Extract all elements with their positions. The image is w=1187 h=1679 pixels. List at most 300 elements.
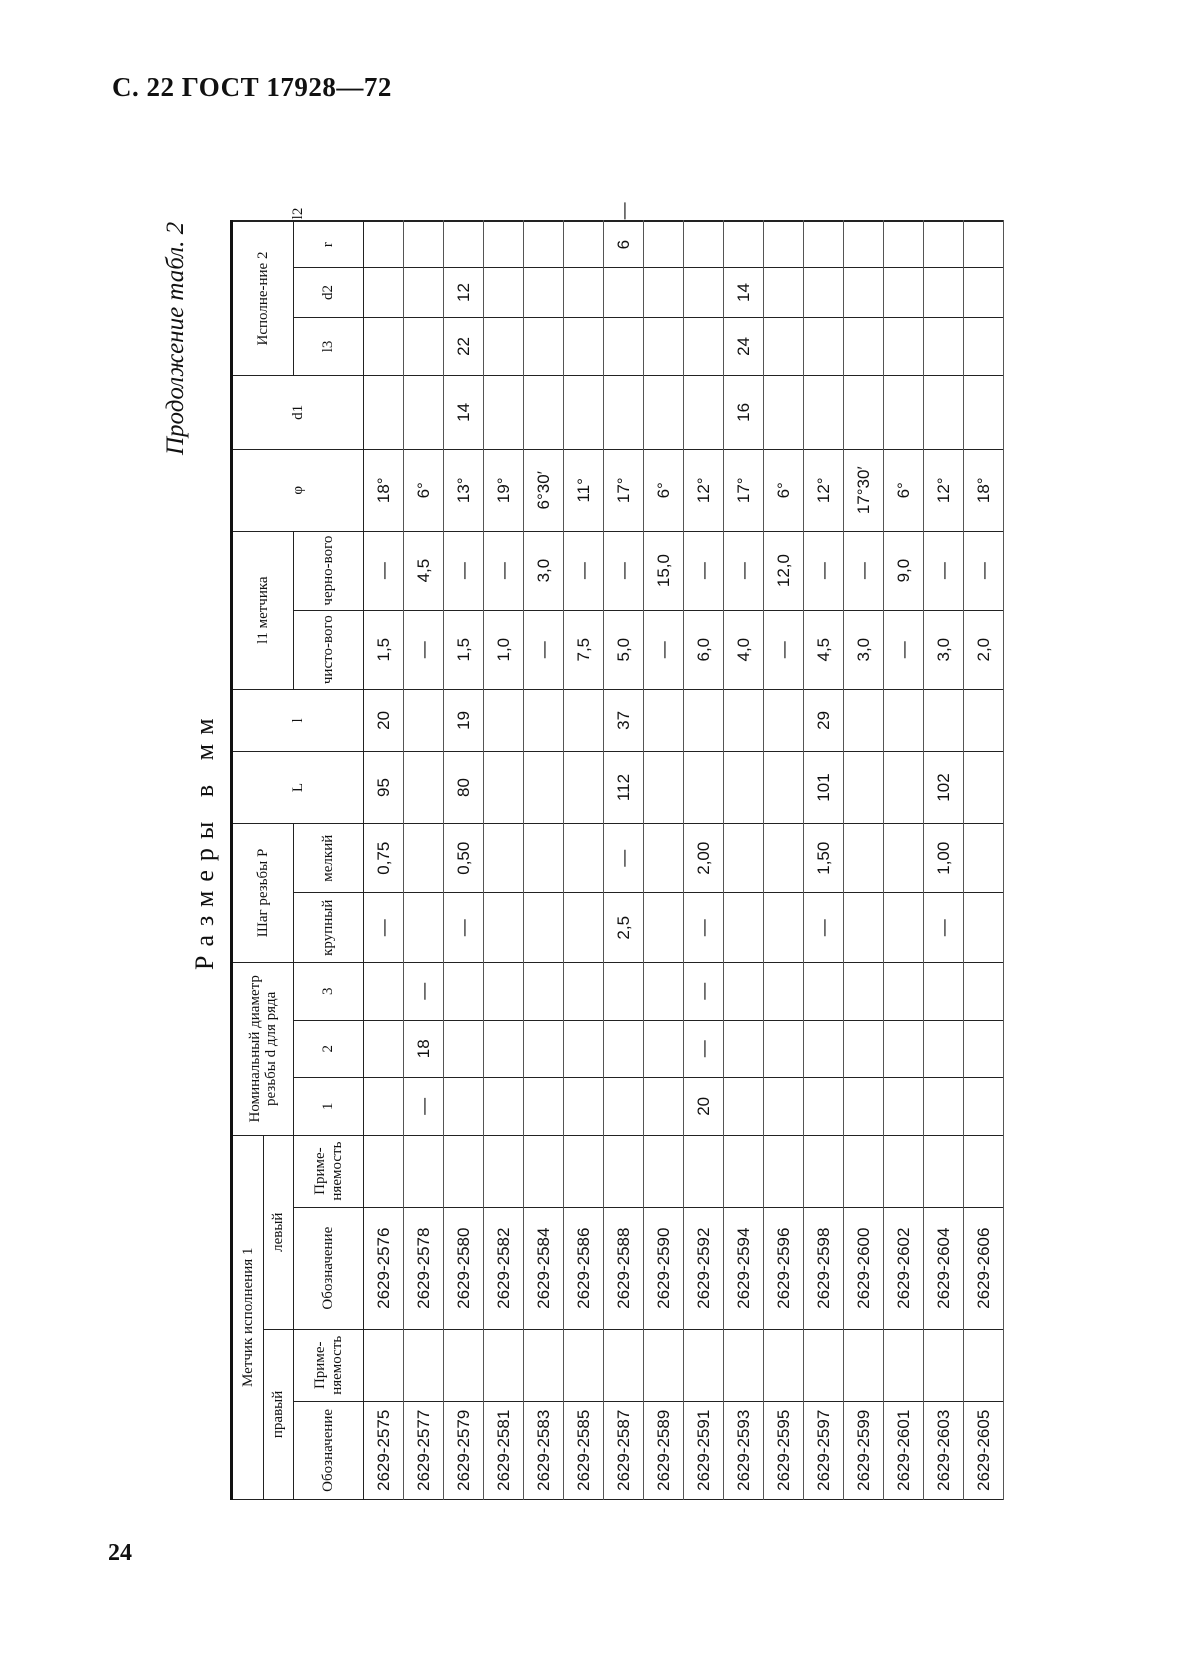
header-row-3: 3	[294, 963, 364, 1021]
cell-right: 2629-2593	[724, 1401, 764, 1499]
table-row	[444, 221, 484, 1500]
cell-fin: —	[764, 610, 804, 689]
cell-coarse: —	[924, 893, 964, 963]
cell-right: 2629-2603	[924, 1401, 964, 1499]
cell-l2	[844, 221, 884, 222]
cell-d1r	[484, 1078, 524, 1136]
applicability-cell	[724, 1135, 764, 1207]
table-row	[964, 221, 1004, 1500]
applicability-cell	[804, 1135, 844, 1207]
cell-d1	[524, 375, 564, 449]
cell-L: 80	[444, 752, 484, 824]
cell-right: 2629-2583	[524, 1401, 564, 1499]
cell-l	[724, 689, 764, 751]
cell-l3	[644, 318, 684, 376]
cell-fin: 7,5	[564, 610, 604, 689]
cell-l	[964, 689, 1004, 751]
cell-fin: —	[884, 610, 924, 689]
header-fine: мелкий	[294, 823, 364, 893]
applicability-cell	[644, 1329, 684, 1401]
applicability-cell	[484, 1135, 524, 1207]
cell-d1: 16	[724, 375, 764, 449]
cell-d2r	[484, 1020, 524, 1078]
cell-d2r	[764, 1020, 804, 1078]
applicability-cell	[804, 1329, 844, 1401]
cell-l	[884, 689, 924, 751]
cell-r	[364, 222, 404, 268]
cell-fin: —	[404, 610, 444, 689]
applicability-cell	[604, 1135, 644, 1207]
cell-fin: 4,0	[724, 610, 764, 689]
cell-d2r	[724, 1020, 764, 1078]
cell-coarse: —	[444, 893, 484, 963]
cell-l3	[804, 318, 844, 376]
header-finishing: чисто-вого	[294, 610, 364, 689]
applicability-cell	[484, 1329, 524, 1401]
cell-rough: 9,0	[884, 531, 924, 610]
cell-l3: 22	[444, 318, 484, 376]
cell-phi: 11°	[564, 450, 604, 532]
cell-fin: 3,0	[924, 610, 964, 689]
header-right-designation: Обозначение	[294, 1401, 364, 1499]
cell-d2r	[644, 1020, 684, 1078]
applicability-cell	[404, 1329, 444, 1401]
cell-l2	[884, 221, 924, 222]
applicability-cell	[844, 1135, 884, 1207]
cell-right: 2629-2585	[564, 1401, 604, 1499]
cell-l2	[964, 221, 1004, 222]
cell-left: 2629-2604	[924, 1207, 964, 1329]
applicability-cell	[964, 1135, 1004, 1207]
cell-L	[684, 752, 724, 824]
cell-d2	[484, 267, 524, 317]
cell-coarse: —	[684, 893, 724, 963]
table-row	[924, 221, 964, 1500]
applicability-cell	[924, 1329, 964, 1401]
cell-right: 2629-2581	[484, 1401, 524, 1499]
header-d1: d1	[232, 375, 364, 449]
cell-right: 2629-2579	[444, 1401, 484, 1499]
applicability-cell	[364, 1329, 404, 1401]
cell-fin: 6,0	[684, 610, 724, 689]
cell-coarse	[644, 893, 684, 963]
cell-left: 2629-2590	[644, 1207, 684, 1329]
cell-fine	[764, 823, 804, 893]
cell-coarse	[724, 893, 764, 963]
cell-d2r	[924, 1020, 964, 1078]
cell-fine	[564, 823, 604, 893]
cell-d2	[684, 267, 724, 317]
cell-d1: 14	[444, 375, 484, 449]
cell-L	[964, 752, 1004, 824]
cell-phi: 12°	[684, 450, 724, 532]
cell-phi: 6°30′	[524, 450, 564, 532]
applicability-cell	[564, 1329, 604, 1401]
cell-fin: 4,5	[804, 610, 844, 689]
cell-l2	[764, 221, 804, 222]
cell-d1r	[524, 1078, 564, 1136]
header-coarse: крупный	[294, 893, 364, 963]
cell-d2: 14	[724, 267, 764, 317]
header-d2: d2	[294, 267, 364, 317]
cell-d1r	[604, 1078, 644, 1136]
cell-d1r: 20	[684, 1078, 724, 1136]
cell-l3: 24	[724, 318, 764, 376]
cell-fin: 1,0	[484, 610, 524, 689]
cell-left: 2629-2586	[564, 1207, 604, 1329]
cell-phi: 6°	[644, 450, 684, 532]
header-variant2: Исполне-ние 2	[232, 222, 294, 375]
applicability-cell	[684, 1135, 724, 1207]
cell-r	[404, 222, 444, 268]
cell-d1r	[444, 1078, 484, 1136]
cell-d1	[644, 375, 684, 449]
cell-d2	[604, 267, 644, 317]
cell-l2: —	[604, 221, 644, 222]
cell-d3r	[724, 963, 764, 1021]
applicability-cell	[524, 1135, 564, 1207]
cell-fine: 2,00	[684, 823, 724, 893]
table-row	[844, 221, 884, 1500]
cell-d2r	[884, 1020, 924, 1078]
cell-l3	[364, 318, 404, 376]
cell-d1	[564, 375, 604, 449]
cell-l2	[644, 221, 684, 222]
cell-rough: —	[564, 531, 604, 610]
cell-rough: —	[604, 531, 644, 610]
cell-right: 2629-2605	[964, 1401, 1004, 1499]
cell-left: 2629-2606	[964, 1207, 1004, 1329]
cell-phi: 17°30′	[844, 450, 884, 532]
cell-right: 2629-2595	[764, 1401, 804, 1499]
cell-d1r: —	[404, 1078, 444, 1136]
cell-d3r	[764, 963, 804, 1021]
table-row	[604, 221, 644, 1500]
cell-d1	[484, 375, 524, 449]
cell-r	[764, 222, 804, 268]
cell-left: 2629-2580	[444, 1207, 484, 1329]
cell-l	[404, 689, 444, 751]
cell-rough: —	[964, 531, 1004, 610]
cell-l2	[924, 221, 964, 222]
cell-d1r	[644, 1078, 684, 1136]
cell-l2	[564, 221, 604, 222]
cell-L	[884, 752, 924, 824]
cell-d2	[564, 267, 604, 317]
cell-left: 2629-2576	[364, 1207, 404, 1329]
header-row-2: 2	[294, 1020, 364, 1078]
cell-right: 2629-2589	[644, 1401, 684, 1499]
cell-r	[884, 222, 924, 268]
cell-rough: —	[484, 531, 524, 610]
cell-phi: 19°	[484, 450, 524, 532]
cell-d2	[844, 267, 884, 317]
cell-rough: —	[444, 531, 484, 610]
cell-d3r	[924, 963, 964, 1021]
cell-r	[524, 222, 564, 268]
header-l2: l2	[232, 221, 364, 222]
cell-d1r	[764, 1078, 804, 1136]
cell-d1r	[364, 1078, 404, 1136]
header-l3: l3	[294, 318, 364, 376]
cell-d1	[764, 375, 804, 449]
applicability-cell	[884, 1135, 924, 1207]
applicability-cell	[844, 1329, 884, 1401]
cell-r	[644, 222, 684, 268]
cell-d1	[844, 375, 884, 449]
cell-d2r	[444, 1020, 484, 1078]
cell-phi: 17°	[724, 450, 764, 532]
cell-L	[844, 752, 884, 824]
cell-rough: —	[844, 531, 884, 610]
cell-d2r	[364, 1020, 404, 1078]
cell-coarse	[844, 893, 884, 963]
cell-d3r	[524, 963, 564, 1021]
cell-rough: 12,0	[764, 531, 804, 610]
cell-phi: 6°	[764, 450, 804, 532]
cell-L	[524, 752, 564, 824]
cell-left: 2629-2588	[604, 1207, 644, 1329]
cell-fine: 1,50	[804, 823, 844, 893]
cell-d1	[804, 375, 844, 449]
continuation-caption: Продолжение табл. 2	[162, 221, 189, 455]
tap-dimensions-table	[230, 202, 1004, 1500]
cell-r	[924, 222, 964, 268]
cell-phi: 12°	[924, 450, 964, 532]
cell-l2	[524, 221, 564, 222]
cell-L: 101	[804, 752, 844, 824]
table-row	[564, 221, 604, 1500]
applicability-cell	[924, 1135, 964, 1207]
header-l1-tap: l1 метчика	[232, 531, 294, 689]
applicability-cell	[364, 1135, 404, 1207]
cell-l: 37	[604, 689, 644, 751]
cell-d3r	[644, 963, 684, 1021]
cell-fin: —	[524, 610, 564, 689]
cell-d1	[364, 375, 404, 449]
cell-fine	[884, 823, 924, 893]
cell-d1	[604, 375, 644, 449]
cell-d3r	[804, 963, 844, 1021]
cell-rough: 3,0	[524, 531, 564, 610]
cell-d1	[404, 375, 444, 449]
cell-l3	[524, 318, 564, 376]
cell-fin: 1,5	[444, 610, 484, 689]
cell-left: 2629-2578	[404, 1207, 444, 1329]
cell-fine	[644, 823, 684, 893]
cell-d1	[964, 375, 1004, 449]
cell-right: 2629-2599	[844, 1401, 884, 1499]
cell-l2	[724, 221, 764, 222]
cell-rough: —	[684, 531, 724, 610]
cell-d2	[964, 267, 1004, 317]
cell-left: 2629-2600	[844, 1207, 884, 1329]
applicability-cell	[404, 1135, 444, 1207]
applicability-cell	[444, 1135, 484, 1207]
applicability-cell	[564, 1135, 604, 1207]
cell-d3r	[604, 963, 644, 1021]
cell-phi: 18°	[964, 450, 1004, 532]
applicability-cell	[524, 1329, 564, 1401]
cell-l3	[484, 318, 524, 376]
cell-coarse	[564, 893, 604, 963]
cell-l	[684, 689, 724, 751]
cell-L	[644, 752, 684, 824]
cell-d1r	[804, 1078, 844, 1136]
cell-d3r	[444, 963, 484, 1021]
applicability-cell	[684, 1329, 724, 1401]
cell-l	[924, 689, 964, 751]
table-row	[364, 221, 404, 1500]
header-roughing: черно-вого	[294, 531, 364, 610]
cell-l3	[844, 318, 884, 376]
cell-fin: 3,0	[844, 610, 884, 689]
cell-l	[844, 689, 884, 751]
cell-coarse: —	[364, 893, 404, 963]
cell-d1r	[844, 1078, 884, 1136]
cell-L: 102	[924, 752, 964, 824]
cell-left: 2629-2592	[684, 1207, 724, 1329]
header-row-1: 1	[294, 1078, 364, 1136]
applicability-cell	[644, 1135, 684, 1207]
header-l: l	[232, 689, 364, 751]
cell-phi: 12°	[804, 450, 844, 532]
cell-right: 2629-2575	[364, 1401, 404, 1499]
cell-left: 2629-2596	[764, 1207, 804, 1329]
cell-d2r	[604, 1020, 644, 1078]
header-L: L	[232, 752, 364, 824]
cell-l	[644, 689, 684, 751]
cell-d1r	[564, 1078, 604, 1136]
cell-rough: —	[724, 531, 764, 610]
cell-l3	[404, 318, 444, 376]
cell-coarse: —	[804, 893, 844, 963]
cell-l2	[444, 221, 484, 222]
cell-d2	[764, 267, 804, 317]
header-right-applicability: Примe- няемость	[294, 1329, 364, 1401]
cell-l: 20	[364, 689, 404, 751]
table-row	[764, 221, 804, 1500]
cell-d1	[684, 375, 724, 449]
cell-left: 2629-2582	[484, 1207, 524, 1329]
cell-right: 2629-2597	[804, 1401, 844, 1499]
applicability-cell	[724, 1329, 764, 1401]
cell-r	[484, 222, 524, 268]
header-pitch: Шаг резьбы P	[232, 823, 294, 962]
cell-l2	[484, 221, 524, 222]
cell-fine: 1,00	[924, 823, 964, 893]
applicability-cell	[964, 1329, 1004, 1401]
cell-l3	[604, 318, 644, 376]
table-row	[684, 221, 724, 1500]
cell-l: 29	[804, 689, 844, 751]
table-row	[724, 221, 764, 1500]
cell-rough: 4,5	[404, 531, 444, 610]
cell-l3	[884, 318, 924, 376]
header-left-designation: Обозначение	[294, 1207, 364, 1329]
cell-fine	[524, 823, 564, 893]
cell-d2: 12	[444, 267, 484, 317]
cell-fine	[844, 823, 884, 893]
cell-d1r	[924, 1078, 964, 1136]
cell-l3	[684, 318, 724, 376]
cell-d1r	[964, 1078, 1004, 1136]
cell-fin: 2,0	[964, 610, 1004, 689]
header-nominal-diameter: Номинальный диаметр резьбы d для ряда	[232, 963, 294, 1136]
cell-d2	[524, 267, 564, 317]
cell-coarse	[484, 893, 524, 963]
table-row	[804, 221, 844, 1500]
cell-d3r	[484, 963, 524, 1021]
page-number: 24	[108, 1540, 132, 1566]
cell-fin: 5,0	[604, 610, 644, 689]
cell-d2r: —	[684, 1020, 724, 1078]
cell-left: 2629-2602	[884, 1207, 924, 1329]
table-row	[884, 221, 924, 1500]
sizes-caption: Размеры в мм	[190, 709, 219, 970]
cell-d2	[644, 267, 684, 317]
cell-right: 2629-2601	[884, 1401, 924, 1499]
cell-l	[484, 689, 524, 751]
cell-L	[484, 752, 524, 824]
cell-d2r	[964, 1020, 1004, 1078]
cell-fine	[484, 823, 524, 893]
cell-r	[844, 222, 884, 268]
cell-fine: —	[604, 823, 644, 893]
header-right: правый	[264, 1329, 294, 1499]
cell-coarse	[764, 893, 804, 963]
cell-rough: 15,0	[644, 531, 684, 610]
cell-phi: 17°	[604, 450, 644, 532]
cell-l2	[364, 221, 404, 222]
cell-L	[764, 752, 804, 824]
cell-d2	[404, 267, 444, 317]
cell-L	[404, 752, 444, 824]
cell-l: 19	[444, 689, 484, 751]
cell-L: 112	[604, 752, 644, 824]
header-left: левый	[264, 1135, 294, 1329]
cell-L: 95	[364, 752, 404, 824]
cell-d3r: —	[404, 963, 444, 1021]
cell-L	[564, 752, 604, 824]
cell-d3r	[964, 963, 1004, 1021]
cell-coarse	[524, 893, 564, 963]
cell-d2r	[804, 1020, 844, 1078]
applicability-cell	[764, 1135, 804, 1207]
cell-r	[444, 222, 484, 268]
cell-l	[564, 689, 604, 751]
cell-d2	[924, 267, 964, 317]
cell-r	[684, 222, 724, 268]
cell-fine	[404, 823, 444, 893]
cell-l2	[684, 221, 724, 222]
cell-r	[724, 222, 764, 268]
cell-rough: —	[364, 531, 404, 610]
cell-fine	[724, 823, 764, 893]
cell-d3r	[884, 963, 924, 1021]
cell-rough: —	[924, 531, 964, 610]
cell-l3	[924, 318, 964, 376]
cell-coarse	[884, 893, 924, 963]
cell-rough: —	[804, 531, 844, 610]
cell-l3	[764, 318, 804, 376]
cell-d1	[924, 375, 964, 449]
table-row	[404, 221, 444, 1500]
cell-r: 6	[604, 222, 644, 268]
cell-phi: 6°	[404, 450, 444, 532]
cell-r	[964, 222, 1004, 268]
cell-coarse	[964, 893, 1004, 963]
